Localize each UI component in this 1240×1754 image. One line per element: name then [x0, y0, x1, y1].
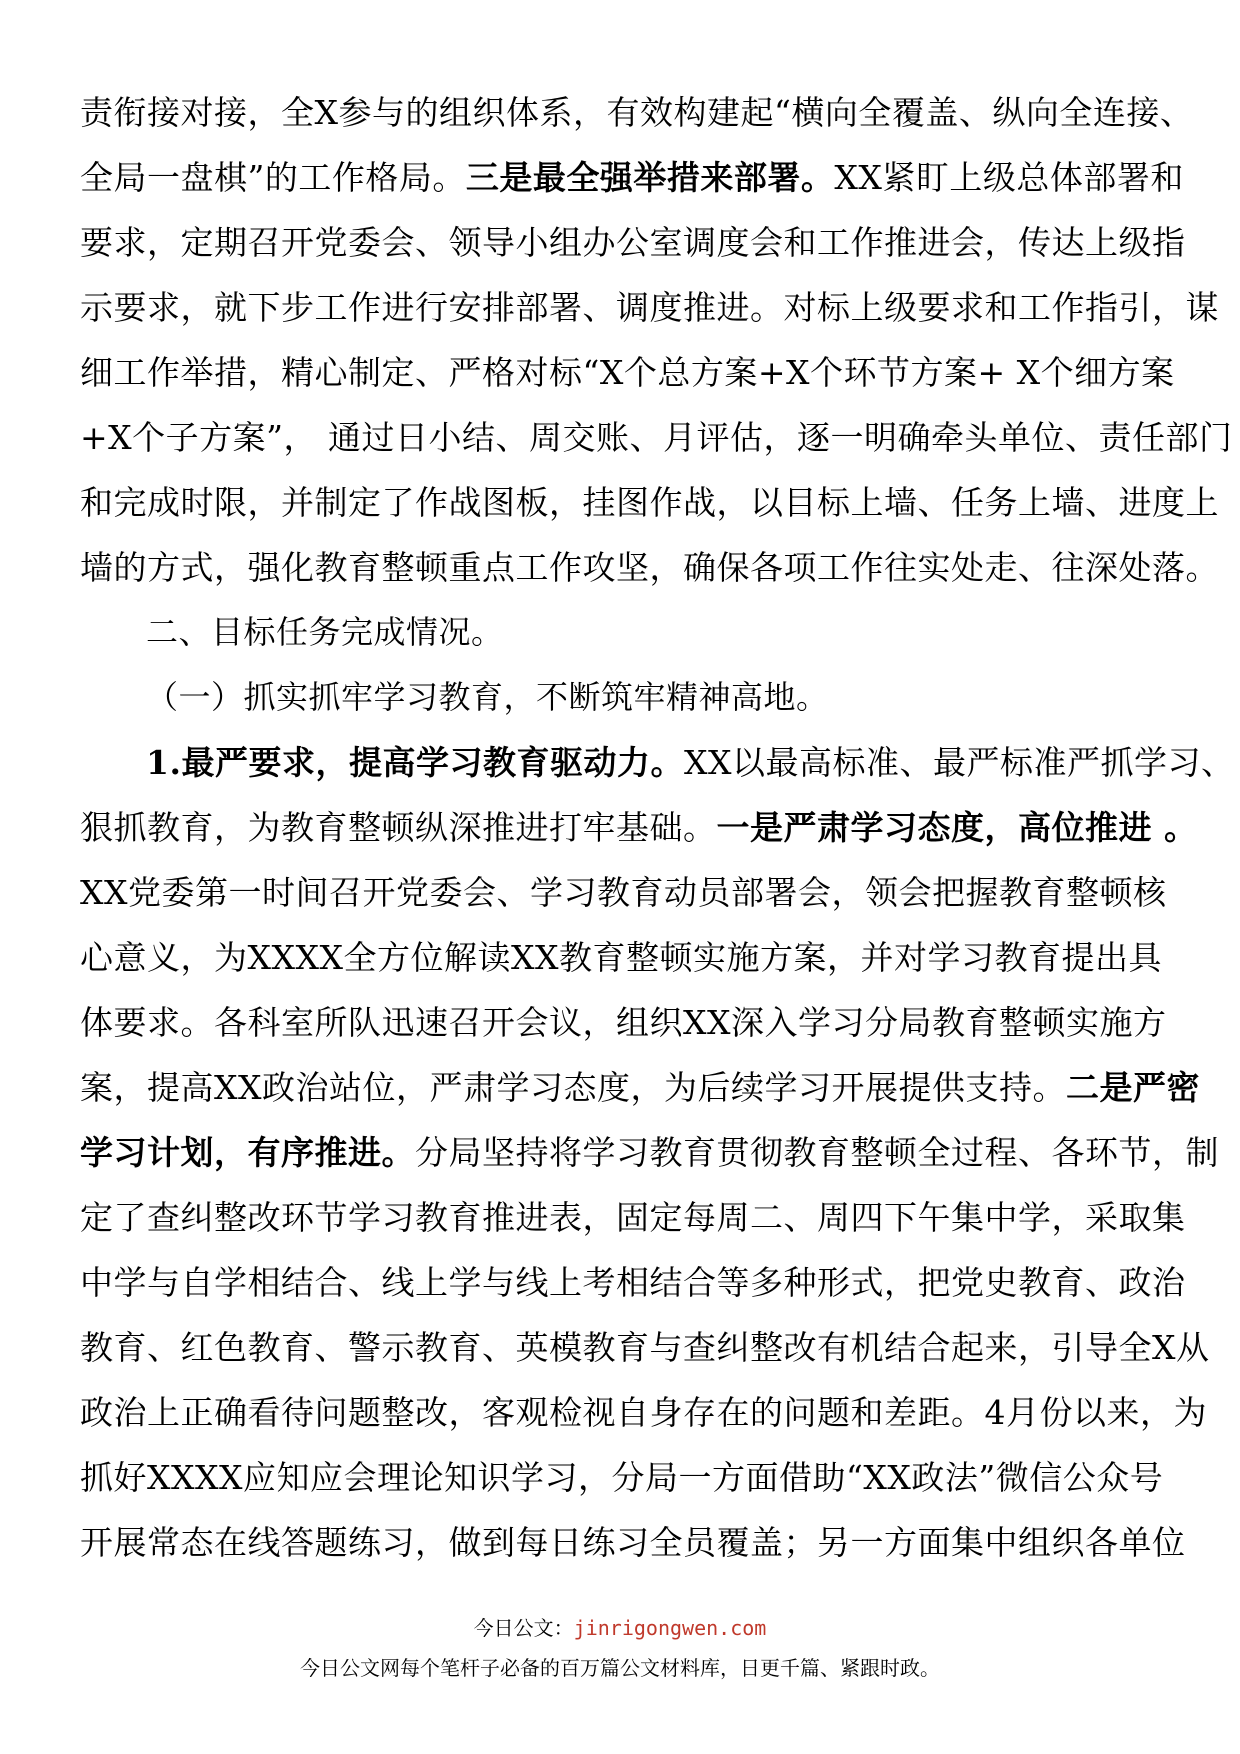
text-segment: 要求，定期召开党委会、领导小组办公室调度会和工作推进会，传达上级指: [80, 223, 1186, 262]
footer-url-link[interactable]: jinrigongwen.com: [573, 1616, 767, 1640]
text-segment: 案，提高XX政治站位，严肃学习态度，为后续学习开展提供支持。: [80, 1068, 1066, 1107]
footer-label: 今日公文：: [473, 1616, 574, 1640]
text-line: [80, 470, 1219, 535]
text-segment: +X个子方案”， 通过日小结、周交账、月评估，逐一明确牵头单位、责任部门: [80, 418, 1233, 457]
text-line: [80, 80, 1194, 145]
text-segment: 墙的方式，强化教育整顿重点工作攻坚，确保各项工作往实处走、往深处落。: [80, 548, 1219, 587]
text-segment: 示要求，就下步工作进行安排部署、调度推进。对标上级要求和工作指引，谋: [80, 288, 1219, 327]
text-segment: 开展常态在线答题练习，做到每日练习全员覆盖；另一方面集中组织各单位: [80, 1523, 1186, 1562]
text-segment: 中学与自学相结合、线上学与线上考相结合等多种形式，把党史教育、政治: [80, 1263, 1186, 1302]
text-line: [80, 1120, 1219, 1185]
bold-emphasis: 一是严肃学习态度，高位推进 。: [716, 808, 1198, 847]
text-line: [80, 730, 1235, 795]
text-segment: （一）抓实抓牢学习教育，不断筑牢精神高地。: [146, 678, 829, 716]
text-line: [80, 340, 1175, 405]
bold-emphasis: 三是最全强举措来部署。: [465, 158, 835, 197]
text-segment: XX党委第一时间召开党委会、学习教育动员部署会，领会把握教育整顿核: [80, 873, 1167, 912]
text-line: [80, 925, 1160, 990]
text-line: [80, 1510, 1186, 1575]
text-line: [80, 1315, 1210, 1380]
text-line: [80, 1250, 1186, 1315]
bold-emphasis: 学习计划，有序推进。: [80, 1133, 415, 1172]
footer-slogan: 今日公文网每个笔杆子必备的百万篇公文材料库，日更千篇、紧跟时政。: [300, 1656, 940, 1680]
text-line: [80, 275, 1219, 340]
text-segment: 责衔接对接，全X参与的组织体系，有效构建起“横向全覆盖、纵向全连接、: [80, 93, 1194, 132]
text-line: [80, 535, 1219, 600]
text-segment: 分局坚持将学习教育贯彻教育整顿全过程、各环节，制: [415, 1133, 1219, 1172]
text-line: [80, 860, 1167, 925]
section-heading: [80, 665, 1160, 730]
text-segment: 二、目标任务完成情况。: [146, 613, 504, 651]
text-line: [80, 1185, 1186, 1250]
text-line: [80, 405, 1233, 470]
text-segment: XX以最高标准、最严标准严抓学习、: [683, 743, 1235, 782]
footer-source: [0, 1612, 1240, 1641]
text-line: [80, 1445, 1164, 1510]
text-segment: 心意义，为XXXX全方位解读XX教育整顿实施方案，并对学习教育提出具: [80, 938, 1162, 977]
text-segment: 体要求。各科室所队迅速召开会议，组织XX深入学习分局教育整顿实施方: [80, 1003, 1167, 1042]
text-segment: 教育、红色教育、警示教育、英模教育与查纠整改有机结合起来，引导全X从: [80, 1328, 1210, 1367]
text-segment: 定了查纠整改环节学习教育推进表，固定每周二、周四下午集中学，采取集: [80, 1198, 1186, 1237]
text-line: [80, 1380, 1207, 1445]
text-line: [80, 210, 1186, 275]
text-line: [80, 795, 1198, 860]
bold-emphasis: 1.最严要求，提高学习教育驱动力。: [146, 743, 684, 782]
bold-emphasis: 二是严密: [1066, 1068, 1200, 1107]
document-body: [80, 80, 1235, 1575]
text-segment: 全局一盘棋”的工作格局。: [80, 158, 466, 197]
text-line: [80, 1055, 1200, 1120]
section-heading: [80, 600, 1160, 665]
text-line: [80, 990, 1167, 1055]
text-segment: 政治上正确看待问题整改，客观检视自身存在的问题和差距。4月份以来，为: [80, 1393, 1207, 1432]
text-segment: 细工作举措，精心制定、严格对标“X个总方案+X个环节方案+ X个细方案: [80, 353, 1175, 392]
text-segment: XX紧盯上级总体部署和: [834, 158, 1184, 197]
text-segment: 和完成时限，并制定了作战图板，挂图作战，以目标上墙、任务上墙、进度上: [80, 483, 1219, 522]
text-segment: 抓好XXXX应知应会理论知识学习，分局一方面借助“XX政法”微信公众号: [80, 1458, 1164, 1497]
text-segment: 狠抓教育，为教育整顿纵深推进打牢基础。: [80, 808, 717, 847]
text-line: [80, 145, 1184, 210]
